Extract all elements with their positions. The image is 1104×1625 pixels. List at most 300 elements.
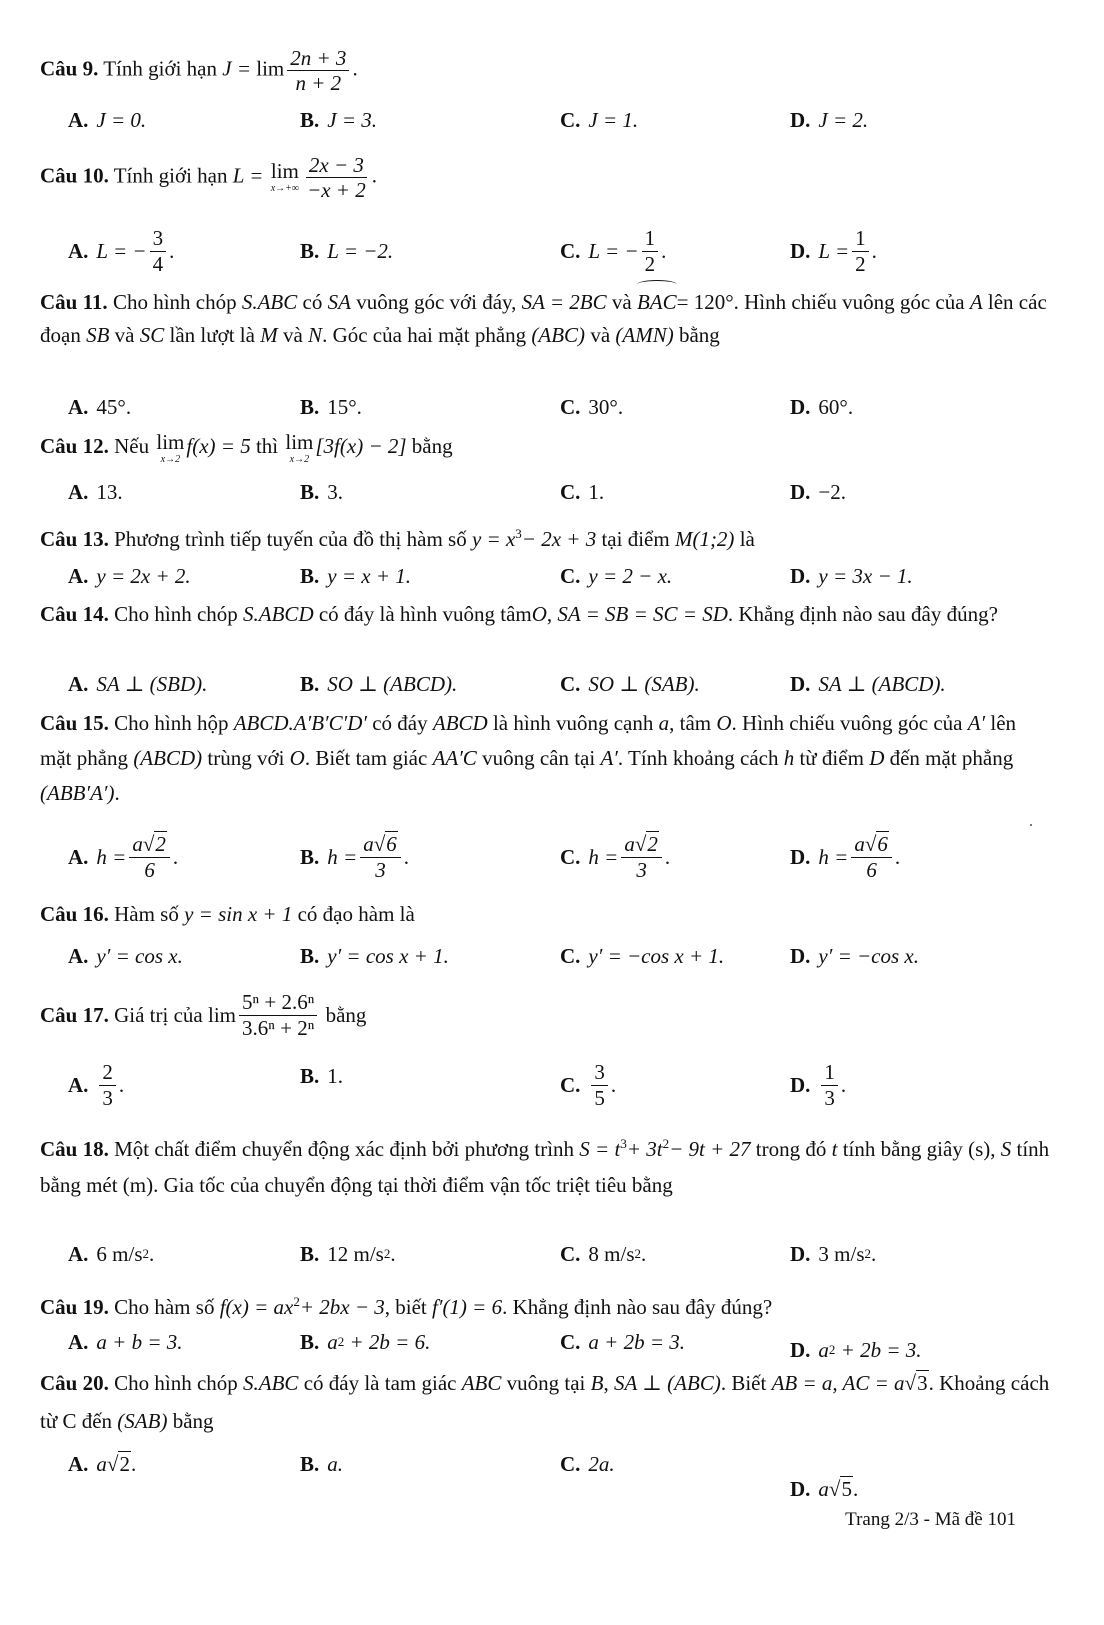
option-value: y = x + 1.	[327, 563, 411, 588]
fraction	[287, 46, 349, 95]
math: − 9t + 27	[669, 1137, 751, 1161]
math-lhs: L =	[232, 163, 264, 188]
math: S = t	[579, 1137, 621, 1161]
option-a[interactable]	[68, 1234, 154, 1274]
math: SA ⊥ (ABC)	[613, 1371, 721, 1395]
option-value: SA ⊥ (ABCD).	[818, 671, 946, 696]
text: bằng	[172, 1409, 214, 1433]
option-label: A.	[68, 238, 89, 263]
text: lần lượt là	[169, 323, 255, 347]
option-value: 3 m/s	[818, 1241, 865, 1266]
option-value: −2.	[818, 479, 847, 504]
superscript: 2	[864, 1246, 872, 1261]
option-label: D.	[790, 671, 811, 696]
math: SB	[86, 323, 110, 347]
question-19	[40, 1286, 1050, 1323]
lim-word: lim	[285, 429, 314, 454]
option-label: B.	[300, 107, 320, 132]
period: .	[352, 56, 358, 81]
option-b[interactable]	[300, 556, 411, 596]
text: Một chất điểm chuyển động xác định bởi phương trình	[114, 1137, 575, 1161]
text: . Khoảng cách từ C đến	[40, 1371, 1050, 1433]
text: . Góc của hai mặt phẳng	[322, 323, 527, 347]
option-value: 60°.	[818, 394, 854, 419]
radicand: 2	[155, 832, 166, 857]
math: t	[831, 1137, 838, 1161]
numerator: 1	[852, 226, 869, 251]
question-label: Câu 20.	[40, 1371, 109, 1395]
numerator: 3	[591, 1060, 608, 1085]
question-label: Câu 10.	[40, 163, 109, 188]
math: O	[289, 746, 305, 770]
question-18	[40, 1126, 1050, 1203]
option-c[interactable]	[560, 826, 670, 888]
options-14	[68, 664, 1048, 704]
denominator: 2	[855, 251, 866, 276]
option-label: D.	[790, 479, 811, 504]
option-d[interactable]	[790, 472, 846, 512]
option-d[interactable]	[790, 664, 946, 704]
text: bằng	[411, 434, 453, 458]
fraction	[129, 832, 170, 881]
radicand: 3	[917, 1371, 928, 1395]
text: .	[114, 781, 120, 805]
options-11	[68, 387, 1048, 427]
scan-speck	[1030, 824, 1032, 826]
text: lên các đoạn	[40, 290, 1047, 347]
denominator: 6	[144, 857, 155, 882]
denominator: 3	[102, 1085, 113, 1110]
option-d[interactable]	[790, 1452, 858, 1502]
text: vuông tại	[506, 1371, 586, 1395]
options-16	[68, 936, 1048, 976]
text: và	[114, 323, 135, 347]
option-c[interactable]	[560, 556, 672, 596]
math: S.ABC	[243, 1371, 299, 1395]
option-prefix: h =	[327, 844, 358, 869]
options-18	[68, 1234, 1048, 1274]
math: (ABCD)	[133, 746, 203, 770]
text: và	[590, 323, 611, 347]
option-a[interactable]	[68, 387, 131, 427]
math: − 2x + 3	[521, 527, 597, 551]
option-value: y′ = −cos x.	[818, 943, 919, 968]
option-label: A.	[68, 479, 89, 504]
superscript: 2	[293, 1294, 300, 1309]
question-label: Câu 16.	[40, 902, 109, 926]
fraction	[150, 226, 167, 275]
option-label: C.	[560, 394, 581, 419]
option-d[interactable]	[790, 226, 877, 276]
denominator: 3.6ⁿ + 2ⁿ	[242, 1015, 315, 1040]
option-c[interactable]	[560, 1322, 685, 1362]
option-label: D.	[790, 943, 811, 968]
option-a[interactable]	[68, 1322, 183, 1362]
option-value: 15°.	[327, 394, 362, 419]
period: .	[130, 1452, 137, 1476]
text: Cho hình hộp	[114, 711, 229, 735]
option-a[interactable]	[68, 226, 174, 276]
option-label: A.	[68, 1452, 89, 1476]
denominator: 3	[375, 857, 386, 882]
period: .	[661, 238, 667, 263]
option-label: C.	[560, 671, 581, 696]
radicand: 6	[877, 832, 888, 857]
question-label: Câu 13.	[40, 527, 109, 551]
option-value: 12 m/s	[327, 1241, 384, 1266]
period: .	[169, 238, 175, 263]
numerator: 1	[642, 226, 659, 251]
radicand: 2	[119, 1452, 130, 1476]
option-value: SA ⊥ (SBD).	[96, 671, 208, 696]
math: SA	[327, 290, 351, 314]
fraction	[360, 832, 401, 881]
lim-word: lim	[156, 429, 185, 454]
math: h	[783, 746, 795, 770]
math: (SAB)	[117, 1409, 168, 1433]
option-value: 3.	[327, 479, 344, 504]
fraction	[99, 1060, 116, 1109]
math: D	[869, 746, 885, 770]
option-label: C.	[560, 1072, 581, 1097]
option-b[interactable]	[300, 664, 457, 704]
option-prefix: h =	[818, 844, 849, 869]
text: có đáy	[372, 711, 428, 735]
math: SA = 2BC	[521, 290, 607, 314]
question-label: Câu 17.	[40, 1003, 109, 1027]
period: .	[871, 238, 877, 263]
sqrt: √6	[864, 832, 888, 857]
math: f(x) = ax	[219, 1295, 294, 1319]
option-label: A.	[68, 394, 89, 419]
text: , tâm	[669, 711, 712, 735]
math: A	[969, 290, 983, 314]
sqrt: √2	[106, 1452, 130, 1476]
option-label: A.	[68, 563, 89, 588]
numerator: 1	[821, 1060, 838, 1085]
text: . Khẳng định nào sau đây đúng?	[502, 1295, 773, 1319]
text: trong đó	[755, 1137, 827, 1161]
lim-subscript: x→2	[160, 453, 181, 465]
option-label: D.	[790, 107, 811, 132]
option-d[interactable]	[790, 387, 853, 427]
lim-word: lim	[270, 159, 299, 184]
option-value: y = 3x − 1.	[818, 563, 913, 588]
option-c[interactable]	[560, 936, 724, 976]
option-value: 6 m/s	[96, 1241, 143, 1266]
option-prefix: h =	[96, 844, 127, 869]
option-d[interactable]	[790, 1234, 876, 1274]
sqrt: √6	[373, 832, 397, 857]
text: lên mặt phẳng	[40, 711, 1017, 770]
option-label: D.	[790, 563, 811, 588]
math: + 2bx − 3	[299, 1295, 385, 1319]
page-footer: Trang 2/3 - Mã đề 101	[845, 1509, 1016, 1530]
option-value: 45°.	[96, 394, 132, 419]
option-value: a	[96, 1452, 107, 1476]
text: tính bằng giây (s),	[842, 1137, 996, 1161]
text: bằng	[325, 1003, 367, 1027]
math: S.ABC	[241, 290, 298, 314]
math: ABCD	[432, 711, 488, 735]
superscript: 2	[634, 1246, 642, 1261]
text: trùng với	[207, 746, 285, 770]
lim: lim	[207, 1003, 236, 1027]
option-c[interactable]	[560, 387, 623, 427]
option-label: D.	[790, 394, 811, 419]
text: Phương trình tiếp tuyến của đồ thị hàm số	[114, 527, 467, 551]
text: , biết	[384, 1295, 427, 1319]
option-label: C.	[560, 107, 581, 132]
coefficient: a	[854, 832, 865, 857]
option-a[interactable]	[68, 100, 146, 140]
superscript: 2	[662, 1136, 670, 1151]
lim-subscript: x→+∞	[270, 183, 300, 195]
math: O	[531, 602, 547, 626]
option-label: C.	[560, 479, 581, 504]
math: ABCD.A′B′C′D′	[233, 711, 367, 735]
option-c[interactable]	[560, 226, 666, 276]
option-value: a	[818, 1477, 829, 1501]
option-b[interactable]	[300, 1054, 343, 1126]
option-value: a	[327, 1329, 338, 1354]
option-b[interactable]	[300, 1452, 343, 1502]
radicand: 5	[841, 1477, 852, 1501]
text: . Khẳng định nào sau đây đúng?	[727, 602, 998, 626]
option-label: C.	[560, 238, 581, 263]
option-label: C.	[560, 943, 581, 968]
period: .	[172, 844, 179, 869]
fraction	[851, 832, 892, 881]
option-value: 8 m/s	[588, 1241, 635, 1266]
numerator	[129, 832, 170, 857]
text: Hàm số	[114, 902, 179, 926]
option-value: a + 2b = 3.	[588, 1329, 686, 1354]
question-label: Câu 11.	[40, 290, 108, 314]
option-label: A.	[68, 107, 89, 132]
options-9	[68, 100, 1048, 140]
option-value: J = 0.	[96, 107, 147, 132]
option-a[interactable]	[68, 826, 178, 888]
lim	[271, 161, 299, 194]
option-value: J = 3.	[327, 107, 378, 132]
text: là	[739, 527, 755, 551]
denominator: 3	[824, 1085, 835, 1110]
option-prefix: L = −	[96, 238, 147, 263]
option-label: A.	[68, 1072, 89, 1097]
text: là hình vuông cạnh	[492, 711, 654, 735]
option-d[interactable]	[790, 826, 900, 888]
sqrt: √3	[904, 1371, 928, 1395]
question-label: Câu 12.	[40, 434, 109, 458]
sqrt: √2	[142, 832, 166, 857]
option-label: C.	[560, 844, 581, 869]
option-a[interactable]	[68, 1054, 124, 1116]
options-15	[68, 826, 1048, 888]
lim-subscript: x→2	[289, 453, 310, 465]
text: ,	[603, 1371, 609, 1395]
math: y = x	[471, 527, 516, 551]
option-a[interactable]	[68, 1452, 136, 1502]
question-label: Câu 14.	[40, 602, 109, 626]
options-10	[68, 226, 1048, 276]
period: .	[840, 1072, 847, 1097]
option-value: SO ⊥ (SAB).	[588, 671, 700, 696]
option-b[interactable]	[300, 387, 362, 427]
coefficient: a	[624, 832, 635, 857]
option-b[interactable]	[300, 100, 377, 140]
text: = 120°. Hình chiếu vuông góc của	[676, 290, 965, 314]
text: Cho hình chóp	[112, 290, 237, 314]
text: có đáy là hình vuông tâm	[318, 602, 532, 626]
option-c[interactable]	[560, 1234, 646, 1274]
option-label: C.	[560, 563, 581, 588]
option-d[interactable]	[790, 556, 913, 596]
option-label: B.	[300, 1064, 320, 1088]
option-b[interactable]	[300, 936, 449, 976]
option-value: J = 1.	[588, 107, 639, 132]
option-label: B.	[300, 671, 320, 696]
option-label: C.	[560, 1329, 581, 1354]
option-b[interactable]	[300, 226, 393, 276]
option-value: 1.	[588, 479, 605, 504]
text: có đáy là tam giác	[303, 1371, 457, 1395]
denominator: −x + 2	[307, 178, 366, 203]
option-value: L = −2.	[327, 238, 394, 263]
option-label: D.	[790, 1072, 811, 1097]
denominator: 4	[152, 251, 164, 276]
option-a[interactable]	[68, 472, 123, 512]
radicand: 6	[386, 832, 397, 857]
option-label: B.	[300, 1241, 320, 1266]
option-value: y′ = cos x.	[96, 943, 183, 968]
option-label: C.	[560, 1241, 581, 1266]
lim: lim	[256, 56, 285, 81]
option-label: C.	[560, 1452, 581, 1476]
option-rest: + 2b = 6.	[344, 1329, 431, 1354]
option-value: SO ⊥ (ABCD).	[327, 671, 458, 696]
option-label: B.	[300, 479, 320, 504]
math: (ABC)	[531, 323, 586, 347]
option-label: A.	[68, 671, 89, 696]
question-17	[40, 980, 1050, 1050]
period: .	[664, 844, 671, 869]
option-d[interactable]	[790, 100, 868, 140]
text: từ điểm	[799, 746, 864, 770]
numerator: 2n + 3	[287, 46, 349, 71]
option-prefix: h =	[588, 844, 619, 869]
option-label: D.	[790, 1241, 811, 1266]
text: . Tính khoảng cách	[617, 746, 779, 770]
question-label: Câu 9.	[40, 56, 99, 81]
denominator: 3	[636, 857, 647, 882]
option-c[interactable]	[560, 472, 604, 512]
question-10	[40, 153, 1050, 202]
text: và	[282, 323, 303, 347]
numerator	[851, 832, 892, 857]
math: f(x) = 5	[186, 434, 251, 458]
option-b[interactable]	[300, 472, 343, 512]
option-a[interactable]	[68, 556, 191, 596]
options-12	[68, 472, 1048, 512]
option-c[interactable]	[560, 1452, 615, 1502]
question-11	[40, 286, 1050, 352]
option-value: a.	[327, 1452, 344, 1476]
fraction	[852, 226, 869, 275]
option-label: A.	[68, 1241, 89, 1266]
question-label: Câu 18.	[40, 1137, 109, 1161]
option-label: B.	[300, 563, 320, 588]
option-c[interactable]	[560, 1054, 616, 1116]
text: Cho hình chóp	[114, 602, 238, 626]
math: f′(1) = 6	[432, 1295, 503, 1319]
option-b[interactable]	[300, 826, 409, 888]
sqrt: √5	[828, 1477, 852, 1501]
option-label: B.	[300, 844, 320, 869]
text: Nếu	[114, 434, 150, 458]
options-13	[68, 556, 1048, 596]
denominator: 2	[644, 251, 656, 276]
coefficient: a	[132, 832, 143, 857]
numerator: 3	[150, 226, 167, 251]
math: M(1;2)	[674, 527, 735, 551]
option-label: D.	[790, 238, 811, 263]
text: Giá trị của	[114, 1003, 203, 1027]
period: .	[390, 1241, 396, 1266]
math: N	[308, 323, 323, 347]
question-15	[40, 706, 1050, 811]
option-b[interactable]	[300, 1234, 396, 1274]
option-label: D.	[790, 844, 811, 869]
option-d[interactable]	[790, 1054, 846, 1116]
math: (AMN)	[615, 323, 674, 347]
numerator: 2x − 3	[306, 153, 367, 178]
math: AB = a, AC = a	[771, 1371, 905, 1395]
math: B	[590, 1371, 604, 1395]
option-prefix: L =	[818, 238, 850, 263]
math: (ABB′A′)	[40, 781, 115, 805]
option-a[interactable]	[68, 936, 183, 976]
option-prefix: L = −	[588, 238, 639, 263]
lim	[156, 429, 185, 465]
option-value: 30°.	[588, 394, 624, 419]
math: SC	[139, 323, 165, 347]
option-label: D.	[790, 1477, 811, 1501]
fraction	[239, 990, 317, 1039]
option-b[interactable]	[300, 1322, 430, 1362]
option-d[interactable]	[790, 936, 919, 976]
question-20	[40, 1364, 1050, 1440]
text: . Biết tam giác	[304, 746, 428, 770]
math: A′	[967, 711, 986, 735]
option-label: D.	[790, 1337, 811, 1362]
options-20	[68, 1452, 1048, 1502]
text: bằng	[678, 323, 720, 347]
option-value: J = 2.	[818, 107, 869, 132]
math: O	[716, 711, 732, 735]
math: SA = SB = SC = SD	[557, 602, 728, 626]
option-a[interactable]	[68, 664, 207, 704]
option-label: B.	[300, 1452, 320, 1476]
option-label: B.	[300, 943, 320, 968]
option-c[interactable]	[560, 664, 700, 704]
fraction	[642, 226, 659, 275]
option-c[interactable]	[560, 100, 638, 140]
math: ABC	[461, 1371, 502, 1395]
option-value: 2a.	[588, 1452, 615, 1476]
math-lhs: J =	[222, 56, 251, 81]
text: Cho hình chóp	[114, 1371, 238, 1395]
